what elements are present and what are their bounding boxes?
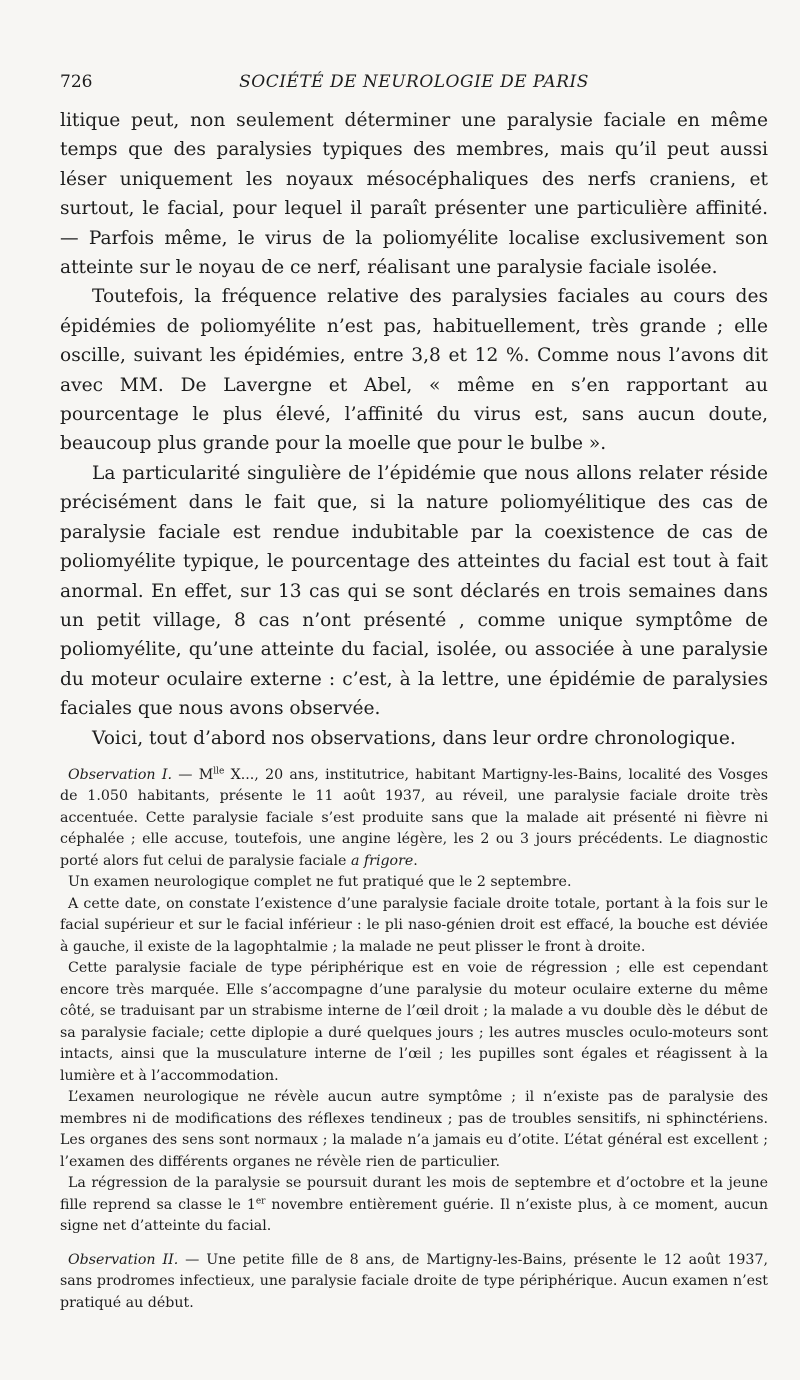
paragraph-3: La particularité singulière de l’épidémie que nous allons relater réside précisément dans le fait que, si la nature poliomyélitique des cas de paralysie faciale est rendue indubitable par la coexistence de cas de poliomyélite typique, le pourcentage des atteintes du facial est tout à fait anormal. En effet, sur 13 cas qui se sont déclarés en trois semaines dans un petit village, 8 cas n’ont présenté , comme unique symptôme de poliomyélite, qu’une atteinte du facial, isolée, ou associée à une paralysie du moteur oculaire externe : c’est, à la lettre, une épidémie de paralysies faciales que nous avons observée.: [60, 462, 768, 720]
page-header: [60, 72, 768, 102]
obs1-text-a: — M: [171, 766, 214, 783]
observation-2: [60, 1250, 768, 1315]
observation-1-neuro: L’examen neurologique ne révèle aucun autre symptôme ; il n’existe pas de paralysie des membres ni de modifications des réflexes tendineux ; pas de troubles sensitifs, ni sphinctériens. Les organes des sens sont normaux ; la malade n’a jamais eu d’otite. L’état général est excellent ; l’examen des différents organes ne révèle rien de particulier.: [60, 1089, 768, 1170]
paragraph-2: Toutefois, la fréquence relative des paralysies faciales au cours des épidémies de poliomyélite n’est pas, habituellement, très grande ; elle oscille, suivant les épidémies, entre 3,8 et 12 %. Comme nous l’avons dit avec MM. De Lavergne et Abel, « même en s’en rapportant au pourcentage le plus élevé, l’affinité du virus est, sans aucun doute, beaucoup plus grande pour la moelle que pour le bulbe ».: [60, 286, 768, 455]
observation-1-intro: [60, 765, 768, 873]
obs1-outcome-sup: er: [255, 1196, 266, 1207]
obs1-outcome-b: novembre entièrement guérie. Il n’existe plus, à ce moment, aucun signe net d’atteinte du facial.: [60, 1196, 768, 1235]
paragraph-1: litique peut, non seulement déterminer une paralysie faciale en même temps que des paralysies typiques des membres, mais qu’il peut aussi léser uniquement les noyaux mésocéphaliques des nerfs craniens, et surtout, le facial, pour lequel il paraît présenter une particulière affinité. — Parfois même, le virus de la poliomyélite localise exclusivement son atteinte sur le noyau de ce nerf, réalisant une paralysie faciale isolée.: [60, 110, 768, 279]
running-title: SOCIÉTÉ DE NEUROLOGIE DE PARIS: [239, 72, 589, 92]
obs2-text: — Une petite fille de 8 ans, de Martigny-les-Bains, présente le 12 août 1937, sans prodromes infectieux, une paralysie faciale droite de type périphérique. Aucun examen n’est pratiqué au début.: [60, 1251, 768, 1311]
observations: [60, 765, 768, 1315]
page-number: 726: [60, 72, 93, 92]
obs1-italic: a frigore: [350, 852, 414, 869]
observation-1-course: Cette paralysie faciale de type périphérique est en voie de régression ; elle est cependant encore très marquée. Elle s’accompagne d’une paralysie du moteur oculaire externe du même côté, se traduisant par un strabisme interne de l’œil droit ; la malade a vu double dès le début de sa paralysie faciale; cette diplopie a duré quelques jours ; les autres muscles oculo-moteurs sont intacts, ainsi que la musculature interne de l’œil ; les pupilles sont égales et réagissent à la lumière et à l’accommodation.: [60, 960, 768, 1084]
page: [60, 72, 768, 1314]
observation-1-findings: A cette date, on constate l’existence d’une paralysie faciale droite totale, portant à la fois sur le facial supérieur et sur le facial inférieur : le pli naso-génien droit est effacé, la bouche est déviée à gauche, il existe de la lagophtalmie ; la malade ne peut plisser le front à droite.: [60, 895, 768, 955]
observation-1-exam: Un examen neurologique complet ne fut pratiqué que le 2 septembre.: [68, 874, 572, 891]
observation-1-outcome: [60, 1173, 768, 1238]
observation-1-label: Observation I.: [68, 766, 172, 783]
obs1-text-c: .: [413, 852, 418, 869]
obs1-sup: lle: [213, 766, 225, 777]
obs1-outcome-a: La régression de la paralysie se poursuit durant les mois de septembre et d’octobre et la jeune fille reprend sa classe le 1: [60, 1175, 768, 1213]
observation-2-label: Observation II.: [68, 1251, 179, 1268]
main-text: [60, 106, 768, 753]
paragraph-4: Voici, tout d’abord nos observations, dans leur ordre chronologique.: [92, 727, 736, 749]
obs1-text-b: X..., 20 ans, institutrice, habitant Martigny-les-Bains, localité des Vosges de 1.050 habitants, présente le 11 août 1937, au réveil, une paralysie faciale droite très accentuée. Cette paralysie faciale s’est produite sans que la malade ait présenté ni fièvre ni céphalée ; elle accuse, toutefois, une angine légère, les 2 ou 3 jours précédents. Le diagnostic porté alors fut celui de paralysie faciale: [60, 766, 768, 869]
